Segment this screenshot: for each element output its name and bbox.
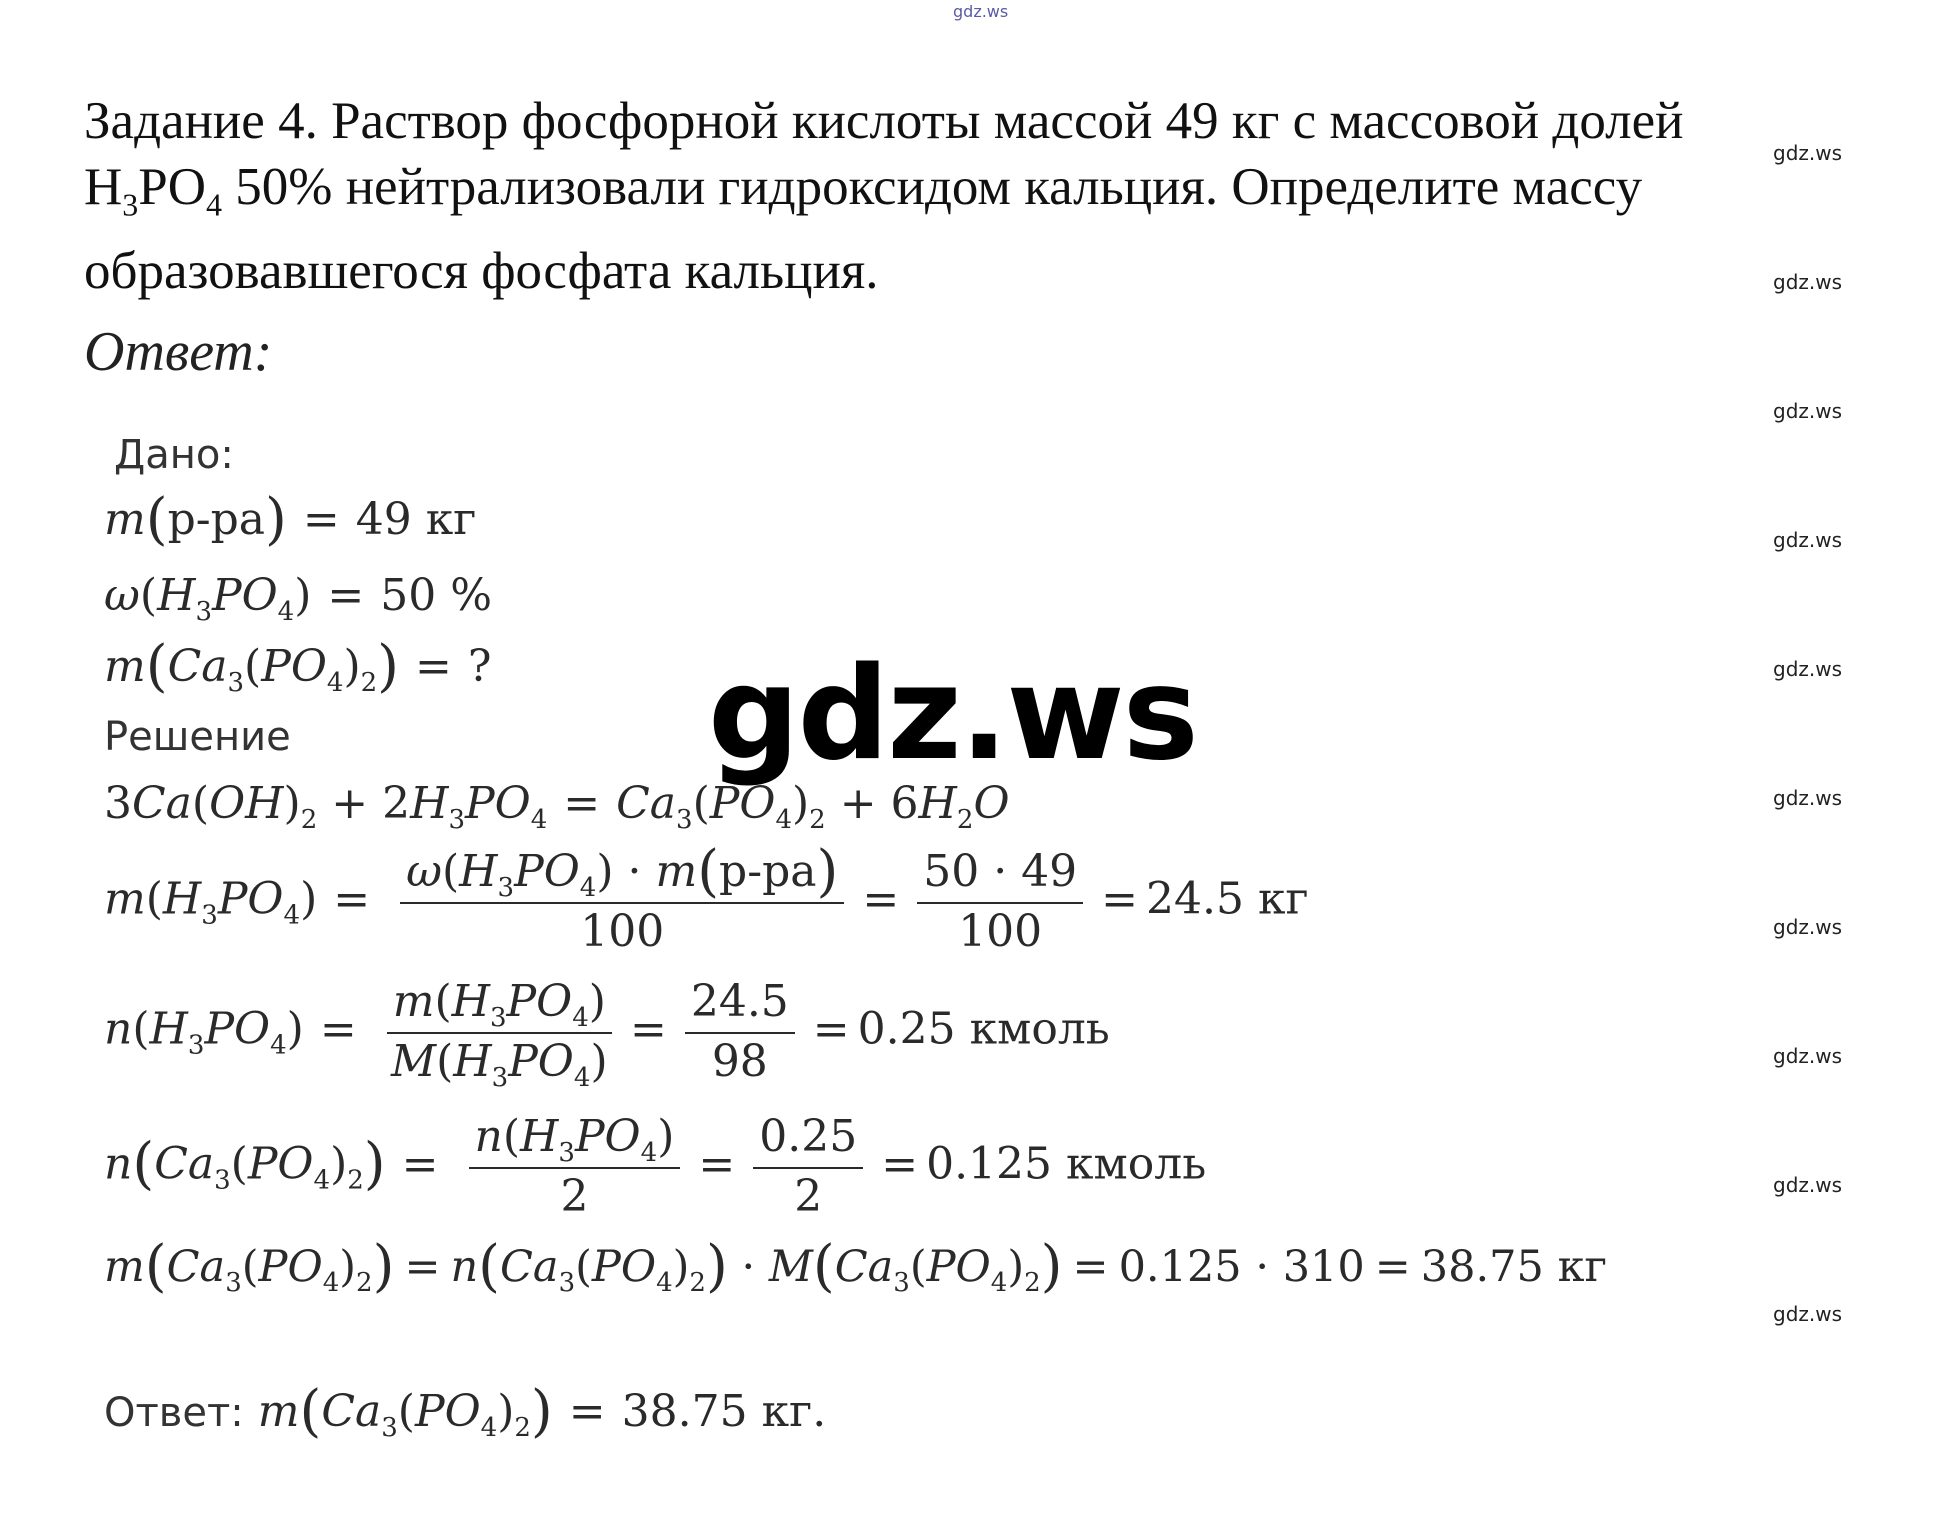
fraction-moles-salt-numbers: $\frac{0.25}{2}$ — [753, 1115, 863, 1219]
calc-moles-acid: $n(H_3PO_4)$ = $\frac{m(H_3PO_4)}{M(H_3PO_4)}$ = $\frac{24.5}{98}$ = 0.25 кмоль — [104, 976, 1110, 1093]
fraction-moles-salt-formula: $\frac{n(H_3PO_4)}{2}$ — [469, 1115, 681, 1219]
side-watermark: gdz.ws — [1773, 141, 1843, 165]
side-watermark: gdz.ws — [1773, 528, 1843, 552]
final-answer-label: Ответ: — [104, 1390, 244, 1436]
side-watermark: gdz.ws — [1773, 1173, 1843, 1197]
side-watermark: gdz.ws — [1773, 915, 1843, 939]
calc-mass-acid: $m(H_3PO_4)$ = $\frac{\omega(H_3PO_4) \cdot m(р-ра)}{100}$ = $\frac{50 \cdot 49}{100}$ = 24.5 кг — [104, 839, 1309, 957]
fraction-mass-acid-formula: $\frac{\omega(H_3PO_4) \cdot m(р-ра)}{100}$ — [400, 850, 844, 954]
given-label: Дано: — [114, 432, 234, 478]
task-line-1: Задание 4. Раствор фосфорной кислоты массой 49 кг с массовой долей — [84, 92, 1684, 150]
fraction-moles-acid-numbers: $\frac{24.5}{98}$ — [685, 980, 795, 1084]
reaction-equation: $3Ca(OH)_2 + 2H_3PO_4 = Ca_3(PO_4)_2 + 6H_2O$ — [104, 778, 1010, 835]
side-watermark: gdz.ws — [1773, 270, 1843, 294]
final-answer: Ответ: $m(Ca_3(PO_4)_2) = 38.75$ кг. — [104, 1379, 827, 1444]
side-watermark: gdz.ws — [1773, 1044, 1843, 1068]
side-watermark: gdz.ws — [1773, 399, 1843, 423]
calc-moles-salt: $n(Ca_3(PO_4)_2)$ = $\frac{n(H_3PO_4)}{2}$ = $\frac{0.25}{2}$ = 0.125 кмоль — [104, 1111, 1207, 1222]
given-unknown: $m(Ca_3(PO_4)_2)$ = ? — [104, 634, 492, 699]
given-mass-solution: m(р-ра) = 49 кг — [104, 487, 477, 552]
side-watermark: gdz.ws — [1773, 1302, 1843, 1326]
answer-heading: Ответ: — [84, 321, 273, 383]
task-statement — [84, 88, 1884, 304]
solution-label: Решение — [104, 714, 291, 760]
top-watermark-link[interactable]: gdz.ws — [953, 2, 1009, 21]
center-watermark: gdz.ws — [708, 640, 1197, 789]
task-line-3: образовавшегося фосфата кальция. — [84, 241, 879, 300]
given-mass-fraction: $\omega(H_3PO_4) = 50$ % — [104, 570, 493, 627]
fraction-moles-acid-formula: $\frac{m(H_3PO_4)}{M(H_3PO_4)}$ — [387, 980, 612, 1084]
fraction-mass-acid-numbers: $\frac{50 \cdot 49}{100}$ — [917, 850, 1083, 954]
side-watermark: gdz.ws — [1773, 786, 1843, 810]
task-line-2: $H_3PO_4$ 50% нейтрализовали гидроксидом кальция. Определите массу — [84, 158, 1643, 223]
calc-mass-salt: $m(Ca_3(PO_4)_2) = n(Ca_3(PO_4)_2) \cdot M(Ca_3(PO_4)_2) = 0.125 \cdot 310 = 38.75$ кг — [104, 1234, 1607, 1299]
side-watermark: gdz.ws — [1773, 657, 1843, 681]
